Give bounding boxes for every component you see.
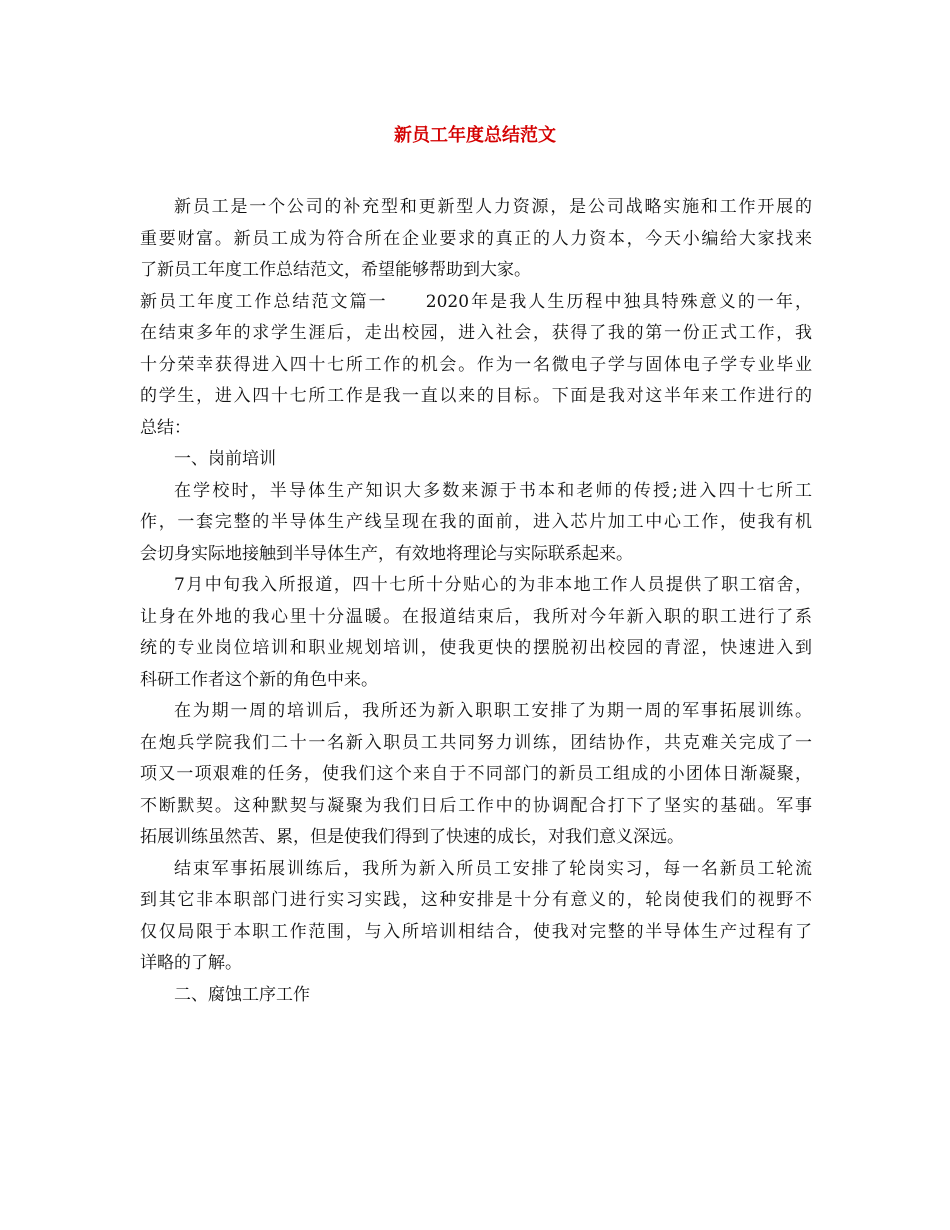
text-line: 在结束多年的求学生涯后，走出校园，进入社会，获得了我的第一份正式工作，我 [140,323,812,343]
document-title: 新员工年度总结范文 [394,125,556,146]
text-line: 会切身实际地接触到半导体生产，有效地将理论与实际联系起来。 [140,543,633,564]
text-line: 二、腐蚀工序工作 [174,984,310,1005]
text-line: 不断默契。这种默契与凝聚为我们日后工作中的协调配合打下了坚实的基础。军事 [140,795,812,816]
text-line: 在学校时，半导体生产知识大多数来源于书本和老师的传授;进入四十七所工 [174,480,812,501]
text-line: 总结： [140,417,191,438]
text-line: 科研工作者这个新的角色中来。 [140,669,378,690]
text-line: 重要财富。新员工成为符合所在企业要求的真正的人力资本，今天小编给大家找来 [140,228,812,249]
text-line: 到其它非本职部门进行实习实践，这种安排是十分有意义的，轮岗使我们的视野不 [140,890,812,910]
text-line: 十分荣幸获得进入四十七所工作的机会。作为一名微电子学与固体电子学专业毕业 [140,354,812,375]
text-line: 项又一项艰难的任务，使我们这个来自于不同部门的新员工组成的小团体日渐凝聚， [140,764,812,784]
text-line: 在炮兵学院我们二十一名新入职员工共同努力训练，团结协作，共克难关完成了一 [140,732,812,753]
text-line: 新员工是一个公司的补充型和更新型人力资源，是公司战略实施和工作开展的 [174,197,812,217]
text-line: 7月中旬我入所报道，四十七所十分贴心的为非本地工作人员提供了职工宿舍， [174,575,812,595]
text-line: 新员工年度工作总结范文篇一 2020年是我人生历程中独具特殊意义的一年， [140,291,812,312]
text-line: 的学生，进入四十七所工作是我一直以来的目标。下面是我对这半年来工作进行的 [140,386,812,406]
text-line: 详略的了解。 [140,953,242,973]
text-line: 一、岗前培训 [174,449,276,469]
text-line: 仅仅局限于本职工作范围，与入所培训相结合，使我对完整的半导体生产过程有了 [140,921,812,942]
text-line: 结束军事拓展训练后，我所为新入所员工安排了轮岗实习，每一名新员工轮流 [174,858,812,879]
text-line: 在为期一周的培训后，我所还为新入职职工安排了为期一周的军事拓展训练。 [174,701,812,721]
document-body [140,192,812,1011]
text-line: 作，一套完整的半导体生产线呈现在我的面前，进入芯片加工中心工作，使我有机 [140,512,812,532]
text-line: 统的专业岗位培训和职业规划培训，使我更快的摆脱初出校园的青涩，快速进入到 [140,638,812,658]
text-line: 了新员工年度工作总结范文，希望能够帮助到大家。 [140,260,531,280]
text-line: 拓展训练虽然苦、累，但是使我们得到了快速的成长，对我们意义深远。 [140,827,684,847]
text-line: 让身在外地的我心里十分温暖。在报道结束后，我所对今年新入职的职工进行了系 [140,606,812,627]
